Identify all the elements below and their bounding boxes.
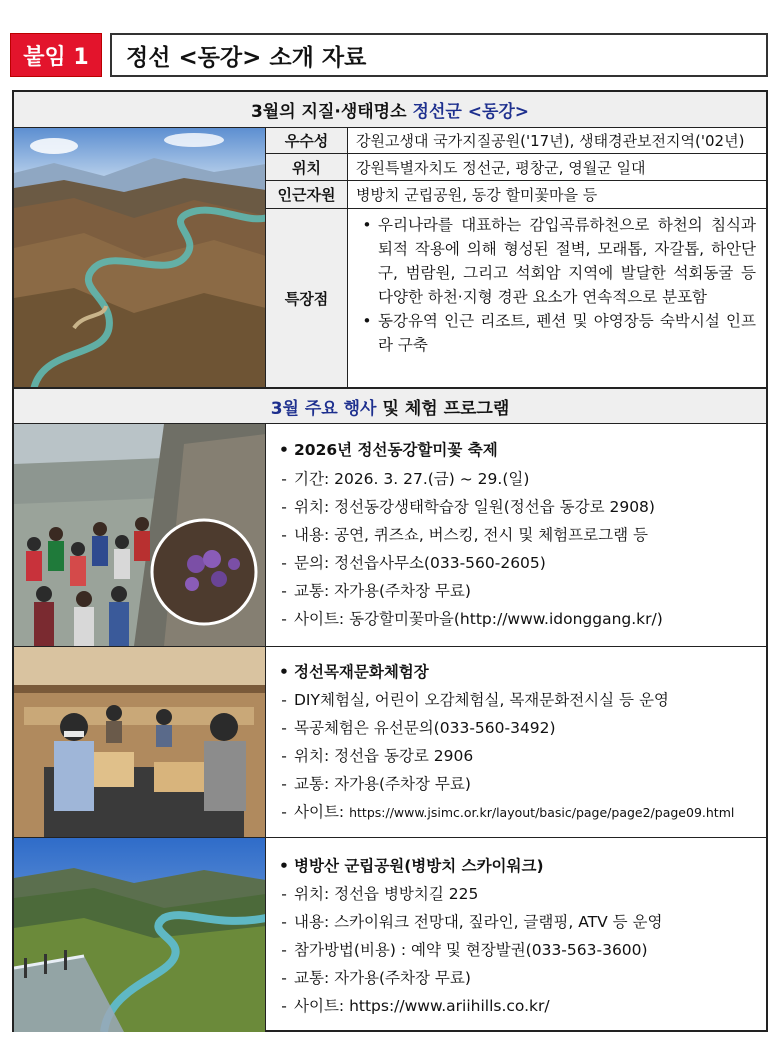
dash-marker: - [281, 610, 287, 628]
program-line-text: 참가방법(비용) : 예약 및 현장발권(033-563-3600) [294, 941, 648, 959]
program-line [274, 800, 734, 822]
river-landscape-image [14, 128, 266, 388]
program-festival [14, 424, 766, 647]
program-line-text: 사이트: https://www.ariihills.co.kr/ [294, 997, 550, 1015]
program-line-text: 교통: 자가용(주차장 무료) [294, 582, 471, 600]
section-title-prefix: 3월의 지질·생태명소 [250, 102, 407, 122]
program-line [274, 744, 473, 766]
dash-marker: - [281, 526, 287, 544]
program-line-text: 교통: 자가용(주차장 무료) [294, 775, 471, 793]
document-title: 정선 <동강> 소개 자료 [110, 33, 768, 77]
festival-crowd-image [14, 424, 266, 646]
dash-marker: - [281, 498, 287, 516]
dash-marker: - [281, 775, 287, 793]
feature-item [356, 309, 756, 357]
program-skywalk [14, 838, 766, 1032]
bullet-marker: • [362, 312, 372, 330]
document-header [10, 33, 768, 79]
program-title-line [274, 438, 498, 460]
section-title-geosite [14, 92, 766, 128]
program-title: 2026년 정선동강할미꽃 축제 [294, 441, 498, 459]
info-row-nearby [266, 181, 766, 209]
dash-marker: - [281, 885, 287, 903]
info-value: 강원고생대 국가지질공원('17년), 생태경관보전지역('02년) [356, 132, 745, 150]
bullet-marker: • [362, 216, 372, 234]
skywalk-details [274, 838, 762, 1032]
dash-marker: - [281, 554, 287, 572]
program-line [274, 495, 655, 517]
program-line-text: 목공체험은 유선문의(033-560-3492) [294, 719, 556, 737]
dash-marker: - [281, 719, 287, 737]
info-value: 병방치 군립공원, 동강 할미꽃마을 등 [356, 186, 598, 204]
wood-culture-details [274, 647, 762, 837]
program-line-text: 위치: 정선읍 병방치길 225 [294, 885, 479, 903]
program-line [274, 523, 648, 545]
skywalk-photo [14, 838, 266, 1032]
site-label: 사이트: [294, 803, 345, 821]
dash-marker: - [281, 941, 287, 959]
program-line-text: 기간: 2026. 3. 27.(금) ~ 29.(일) [294, 470, 530, 488]
dash-marker: - [281, 747, 287, 765]
info-label: 우수성 [266, 128, 348, 153]
program-title-line [274, 660, 429, 682]
program-line-text: 문의: 정선읍사무소(033-560-2605) [294, 554, 546, 572]
program-line-text: 내용: 공연, 퀴즈쇼, 버스킹, 전시 및 체험프로그램 등 [294, 526, 648, 544]
dash-marker: - [281, 997, 287, 1015]
geosite-info-table [266, 128, 766, 388]
info-sheet [12, 90, 768, 1032]
feature-text: 동강유역 인근 리조트, 펜션 및 야영장등 숙박시설 인프라 구축 [378, 312, 756, 354]
bullet-marker: • [279, 857, 289, 875]
program-line-text: DIY체험실, 어린이 오감체험실, 목재문화전시실 등 운영 [294, 691, 669, 709]
features-list [348, 209, 766, 387]
program-line-text: 교통: 자가용(주차장 무료) [294, 969, 471, 987]
program-line-text: 위치: 정선동강생태학습장 일원(정선읍 동강로 2908) [294, 498, 655, 516]
dash-marker: - [281, 691, 287, 709]
program-line [274, 772, 471, 794]
info-label: 인근자원 [266, 181, 348, 208]
section2-title-rest: 및 체험 프로그램 [382, 398, 510, 419]
program-line [274, 551, 546, 573]
site-url: https://www.jsimc.or.kr/layout/basic/page/page2/page09.html [349, 805, 735, 820]
program-line-text: 위치: 정선읍 동강로 2906 [294, 747, 474, 765]
festival-photo [14, 424, 266, 646]
skywalk-valley-image [14, 838, 266, 1032]
program-line-text: 내용: 스카이워크 전망대, 짚라인, 글램핑, ATV 등 운영 [294, 913, 663, 931]
program-line [274, 688, 669, 710]
program-line-text: 사이트: 동강할미꽃마을(http://www.idonggang.kr/) [294, 610, 663, 628]
program-line [274, 882, 478, 904]
feature-text: 우리나라를 대표하는 감입곡류하천으로 하천의 침식과 퇴적 작용에 의해 형성된 절벽, 모래톱, 자갈톱, 하안단구, 범람원, 그리고 석회암 지역에 발달한 석회동굴 등 다양한 하천·지형 경관 요소가 연속적으로 분포함 [378, 216, 756, 306]
info-value: 강원특별자치도 정선군, 평창군, 영월군 일대 [356, 158, 646, 177]
dash-marker: - [281, 470, 287, 488]
wood-workshop-photo [14, 647, 266, 837]
program-line [274, 994, 550, 1016]
info-label: 특장점 [266, 209, 348, 387]
program-line [274, 938, 648, 960]
program-line [274, 966, 471, 988]
program-line [274, 467, 529, 489]
dash-marker: - [281, 969, 287, 987]
program-line [274, 716, 556, 738]
program-title: 정선목재문화체험장 [294, 663, 429, 681]
program-line [274, 579, 471, 601]
dash-marker: - [281, 803, 287, 821]
donggang-river-photo [14, 128, 266, 388]
program-line [274, 607, 663, 629]
bullet-marker: • [279, 441, 289, 459]
info-row-features [266, 209, 766, 388]
dash-marker: - [281, 582, 287, 600]
section-title-programs [14, 388, 766, 424]
section-title-highlight: 정선군 <동강> [412, 102, 530, 122]
program-title-line [274, 854, 544, 876]
section2-title-highlight: 3월 주요 행사 [270, 398, 377, 419]
info-row-location [266, 154, 766, 181]
info-row-excellence [266, 128, 766, 154]
woodwork-class-image [14, 647, 266, 837]
program-title: 병방산 군립공원(병방치 스카이워크) [294, 857, 544, 875]
program-wood-culture [14, 647, 766, 838]
program-line [274, 910, 662, 932]
attachment-badge: 붙임 1 [10, 33, 102, 77]
dash-marker: - [281, 913, 287, 931]
bullet-marker: • [279, 663, 289, 681]
info-label: 위치 [266, 154, 348, 180]
feature-item [356, 213, 756, 309]
festival-details [274, 424, 762, 646]
